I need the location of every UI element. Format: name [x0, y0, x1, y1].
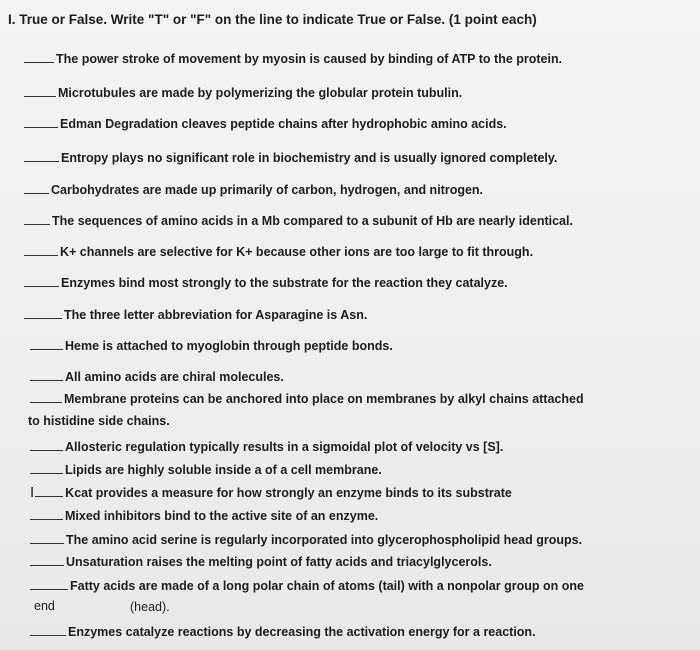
answer-blank-3[interactable] — [24, 127, 58, 128]
answer-blank-2[interactable] — [24, 96, 56, 97]
question-20 — [30, 619, 536, 639]
answer-blank-17[interactable] — [30, 543, 64, 544]
question-text: Unsaturation raises the melting point of fatty acids and triacylglycerols. — [66, 555, 492, 569]
answer-blank-5[interactable] — [24, 193, 49, 194]
question-text: Mixed inhibitors bind to the active site of an enzyme. — [65, 509, 379, 523]
question-text: Fatty acids are made of a long polar chain of atoms (tail) with a nonpolar group on one — [70, 579, 584, 593]
question-text: Membrane proteins can be anchored into place on membranes by alkyl chains attached — [64, 392, 584, 406]
question-2 — [24, 80, 462, 100]
question-19 — [30, 573, 584, 593]
answer-blank-19[interactable] — [30, 589, 68, 590]
question-5 — [24, 177, 483, 197]
question-15 — [30, 480, 512, 500]
question-1 — [24, 46, 562, 66]
answer-blank-18[interactable] — [30, 565, 64, 566]
question-text: Enzymes catalyze reactions by decreasing the activation energy for a reaction. — [68, 625, 536, 639]
question-text: The sequences of amino acids in a Mb compared to a subunit of Hb are nearly identical. — [52, 214, 573, 228]
question-text: All amino acids are chiral molecules. — [65, 370, 284, 384]
question-11 — [30, 364, 284, 384]
question-text: The three letter abbreviation for Asparagine is Asn. — [64, 308, 368, 322]
question-7 — [24, 239, 533, 259]
answer-blank-14[interactable] — [30, 473, 63, 474]
answer-blank-11[interactable] — [30, 380, 63, 381]
question-12 — [30, 386, 584, 406]
question-text: Edman Degradation cleaves peptide chains after hydrophobic amino acids. — [60, 117, 507, 131]
question-14 — [30, 457, 382, 477]
question-18 — [30, 549, 492, 569]
question-16 — [30, 503, 378, 523]
handwritten-answer-mark: I — [30, 484, 35, 501]
answer-blank-1[interactable] — [24, 62, 54, 63]
answer-blank-8[interactable] — [24, 286, 59, 287]
question-4 — [24, 145, 557, 165]
question-13 — [30, 434, 503, 454]
question-8 — [24, 270, 508, 290]
answer-blank-20[interactable] — [30, 635, 66, 636]
answer-blank-4[interactable] — [24, 161, 59, 162]
question-text: Entropy plays no significant role in biochemistry and is usually ignored completely. — [61, 151, 558, 165]
question-text: Allosteric regulation typically results in a sigmoidal plot of velocity vs [S]. — [65, 440, 504, 454]
question-text: Carbohydrates are made up primarily of carbon, hydrogen, and nitrogen. — [51, 183, 484, 197]
question-12-continuation: to histidine side chains. — [28, 414, 170, 428]
question-text: Lipids are highly soluble inside a of a cell membrane. — [65, 463, 382, 477]
question-19-continuation-left: end — [34, 599, 55, 613]
question-text: The amino acid serine is regularly incorporated into glycerophospholipid head groups. — [66, 533, 583, 547]
question-17 — [30, 527, 582, 547]
question-3 — [24, 111, 507, 131]
question-text: Heme is attached to myoglobin through peptide bonds. — [65, 339, 393, 353]
question-text: K+ channels are selective for K+ because other ions are too large to fit through. — [60, 245, 534, 259]
answer-blank-10[interactable] — [30, 349, 63, 350]
section-title: I. True or False. Write "T" or "F" on the line to indicate True or False. (1 point each) — [8, 12, 537, 27]
answer-blank-13[interactable] — [30, 450, 63, 451]
answer-blank-12[interactable] — [30, 402, 62, 403]
question-text: The power stroke of movement by myosin is caused by binding of ATP to the protein. — [56, 52, 563, 66]
question-text: Enzymes bind most strongly to the substrate for the reaction they catalyze. — [61, 276, 508, 290]
question-6 — [24, 208, 573, 228]
question-text: Microtubules are made by polymerizing the globular protein tubulin. — [58, 86, 463, 100]
answer-blank-6[interactable] — [24, 224, 50, 225]
answer-blank-7[interactable] — [24, 255, 58, 256]
answer-blank-16[interactable] — [30, 519, 63, 520]
answer-blank-15[interactable] — [35, 496, 63, 497]
question-19-continuation: (head). — [130, 600, 170, 614]
answer-blank-9[interactable] — [24, 318, 62, 319]
question-10 — [30, 333, 393, 353]
question-9 — [24, 302, 367, 322]
question-text: Kcat provides a measure for how strongly an enzyme binds to its substrate — [65, 486, 512, 500]
